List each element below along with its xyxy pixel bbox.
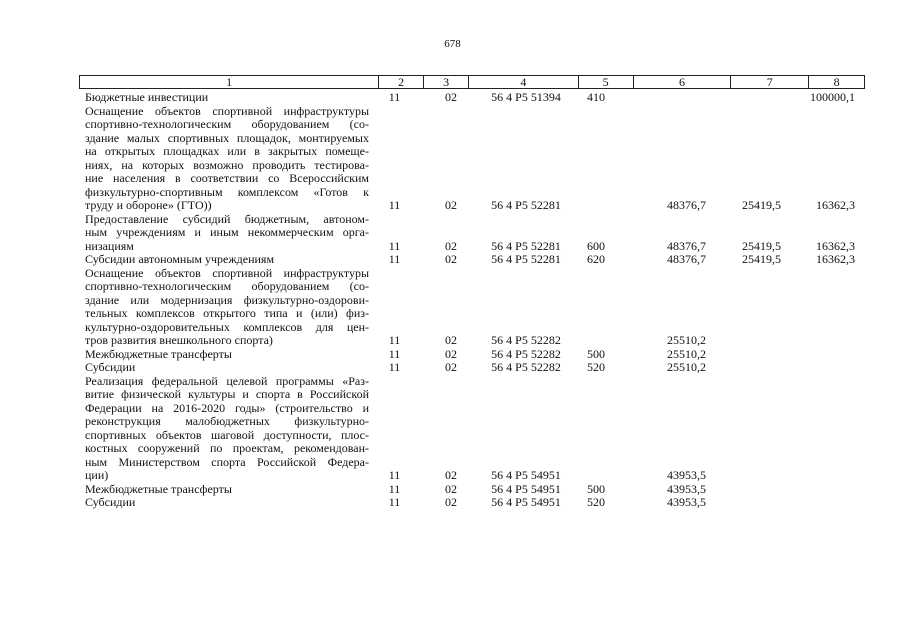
cell-col-2: 11 bbox=[388, 481, 401, 496]
description-line: здание или модернизация физкультурно-оздорови- bbox=[85, 292, 369, 307]
description-line: на открытых площадках или в закрытых помеще- bbox=[85, 144, 369, 158]
description-line: спортивно-технологическим оборудованием (со- bbox=[85, 279, 369, 293]
row-description bbox=[85, 105, 369, 213]
description-line: ние населения в соответствии со Всероссийским bbox=[85, 171, 369, 185]
cell-col-3: 02 bbox=[445, 481, 457, 496]
cell-col-3: 02 bbox=[445, 360, 457, 374]
row-description bbox=[85, 496, 369, 510]
row-description bbox=[85, 91, 369, 105]
description-line: Реализация федеральной целевой программы «Раз- bbox=[85, 373, 369, 388]
cell-col-3: 02 bbox=[445, 346, 457, 361]
table-row bbox=[85, 375, 865, 483]
table-row bbox=[85, 483, 865, 497]
cell-col-3: 02 bbox=[445, 198, 457, 212]
description-line: ным Министерством спорта Российской Федера- bbox=[85, 454, 369, 469]
cell-col-5: 600 bbox=[587, 238, 605, 253]
description-line: тельных комплексов открытого типа и (или) физ- bbox=[85, 306, 369, 320]
cell-col-2: 11 bbox=[388, 333, 401, 347]
table-row bbox=[85, 496, 865, 510]
description-line: труду и обороне» (ГТО)) bbox=[85, 198, 212, 212]
cell-col-5: 500 bbox=[587, 346, 605, 361]
description-line: Предоставление субсидий бюджетным, автоном- bbox=[85, 211, 369, 226]
row-description bbox=[85, 213, 369, 254]
cell-col-2: 11 bbox=[388, 90, 401, 104]
description-line: витие физической культуры и спорта в Российской bbox=[85, 387, 369, 401]
header-col-7: 7 bbox=[730, 76, 808, 88]
cell-col-2: 11 bbox=[388, 346, 401, 361]
row-description bbox=[85, 483, 369, 497]
cell-col-3: 02 bbox=[445, 90, 457, 104]
description-line: спортивных объектов шаговой доступности, плос- bbox=[85, 427, 369, 442]
table-row bbox=[85, 267, 865, 348]
cell-col-6: 43953,5 bbox=[667, 481, 706, 496]
description-line: Оснащение объектов спортивной инфраструктуры bbox=[85, 265, 369, 280]
cell-col-8: 100000,1 bbox=[810, 90, 855, 104]
table-row bbox=[85, 105, 865, 213]
row-description bbox=[85, 253, 369, 267]
description-line: Федерации на 2016-2020 годы» (строительство и bbox=[85, 400, 369, 415]
description-line: костных сооружений по проектам, рекомендован- bbox=[85, 441, 369, 455]
description-line: Субсидии bbox=[85, 360, 136, 374]
cell-col-6: 25510,2 bbox=[667, 333, 706, 347]
cell-col-4: 56 4 P5 51394 bbox=[491, 90, 561, 104]
description-line: ции) bbox=[85, 468, 109, 482]
description-line: реконструкция малобюджетных физкультурно- bbox=[85, 414, 369, 428]
description-line: Бюджетные инвестиции bbox=[85, 90, 209, 104]
cell-col-4: 56 4 P5 52281 bbox=[491, 252, 561, 266]
column-number-header bbox=[79, 75, 865, 89]
cell-col-3: 02 bbox=[445, 238, 457, 253]
page-number: 678 bbox=[444, 38, 461, 50]
cell-col-5: 520 bbox=[587, 360, 605, 374]
cell-col-4: 56 4 P5 52281 bbox=[491, 198, 561, 212]
cell-col-5: 520 bbox=[587, 495, 605, 509]
cell-col-4: 56 4 P5 52282 bbox=[491, 346, 561, 361]
cell-col-5: 620 bbox=[587, 252, 605, 266]
cell-col-3: 02 bbox=[445, 333, 457, 347]
table-row bbox=[85, 348, 865, 362]
description-line: низациям bbox=[85, 238, 134, 253]
cell-col-5: 410 bbox=[587, 90, 605, 104]
cell-col-6: 43953,5 bbox=[667, 468, 706, 482]
header-col-3: 3 bbox=[423, 76, 468, 88]
row-description bbox=[85, 361, 369, 375]
cell-col-2: 11 bbox=[388, 238, 401, 253]
description-line: ниях, на которых возможно проводить тестирова- bbox=[85, 157, 369, 172]
description-line: тров развития внешкольного спорта) bbox=[85, 333, 273, 347]
cell-col-4: 56 4 P5 54951 bbox=[491, 495, 561, 509]
cell-col-6: 25510,2 bbox=[667, 346, 706, 361]
cell-col-8: 16362,3 bbox=[816, 238, 855, 253]
table-row bbox=[85, 213, 865, 254]
row-description bbox=[85, 375, 369, 483]
header-col-1: 1 bbox=[226, 75, 233, 89]
header-col-6: 6 bbox=[633, 76, 731, 88]
cell-col-2: 11 bbox=[388, 468, 401, 482]
cell-col-8: 16362,3 bbox=[816, 198, 855, 212]
description-line: Межбюджетные трансферты bbox=[85, 346, 232, 361]
cell-col-3: 02 bbox=[445, 468, 457, 482]
cell-col-7: 25419,5 bbox=[742, 252, 781, 266]
row-description bbox=[85, 267, 369, 348]
table-row bbox=[85, 91, 865, 105]
cell-col-6: 48376,7 bbox=[667, 238, 706, 253]
description-line: культурно-оздоровительных комплексов для цен- bbox=[85, 319, 369, 334]
cell-col-2: 11 bbox=[388, 495, 401, 509]
table-row bbox=[85, 361, 865, 375]
cell-col-4: 56 4 P5 54951 bbox=[491, 481, 561, 496]
cell-col-4: 56 4 P5 54951 bbox=[491, 468, 561, 482]
cell-col-2: 11 bbox=[388, 360, 401, 374]
cell-col-4: 56 4 P5 52282 bbox=[491, 360, 561, 374]
description-line: спортивно-технологическим оборудованием (со- bbox=[85, 117, 369, 131]
header-col-2: 2 bbox=[378, 76, 423, 88]
cell-col-2: 11 bbox=[388, 198, 401, 212]
description-line: физкультурно-спортивным комплексом «Готов к bbox=[85, 184, 369, 199]
cell-col-3: 02 bbox=[445, 252, 457, 266]
cell-col-3: 02 bbox=[445, 495, 457, 509]
cell-col-7: 25419,5 bbox=[742, 238, 781, 253]
description-line: здание малых спортивных площадок, монтируемых bbox=[85, 130, 369, 145]
table-row bbox=[85, 253, 865, 267]
header-col-4: 4 bbox=[468, 76, 578, 88]
description-line: Субсидии bbox=[85, 495, 136, 509]
description-line: ным учреждениям и иным некоммерческим орга- bbox=[85, 225, 369, 239]
cell-col-8: 16362,3 bbox=[816, 252, 855, 266]
cell-col-4: 56 4 P5 52281 bbox=[491, 238, 561, 253]
description-line: Межбюджетные трансферты bbox=[85, 481, 232, 496]
header-col-8: 8 bbox=[808, 76, 864, 88]
cell-col-7: 25419,5 bbox=[742, 198, 781, 212]
row-description bbox=[85, 348, 369, 362]
header-col-5: 5 bbox=[578, 76, 633, 88]
budget-table-body bbox=[85, 91, 865, 510]
cell-col-6: 48376,7 bbox=[667, 198, 706, 212]
description-line: Субсидии автономным учреждениям bbox=[85, 252, 275, 266]
description-line: Оснащение объектов спортивной инфраструктуры bbox=[85, 103, 369, 118]
cell-col-6: 43953,5 bbox=[667, 495, 706, 509]
cell-col-4: 56 4 P5 52282 bbox=[491, 333, 561, 347]
cell-col-5: 500 bbox=[587, 481, 605, 496]
cell-col-6: 48376,7 bbox=[667, 252, 706, 266]
cell-col-6: 25510,2 bbox=[667, 360, 706, 374]
cell-col-2: 11 bbox=[388, 252, 401, 266]
